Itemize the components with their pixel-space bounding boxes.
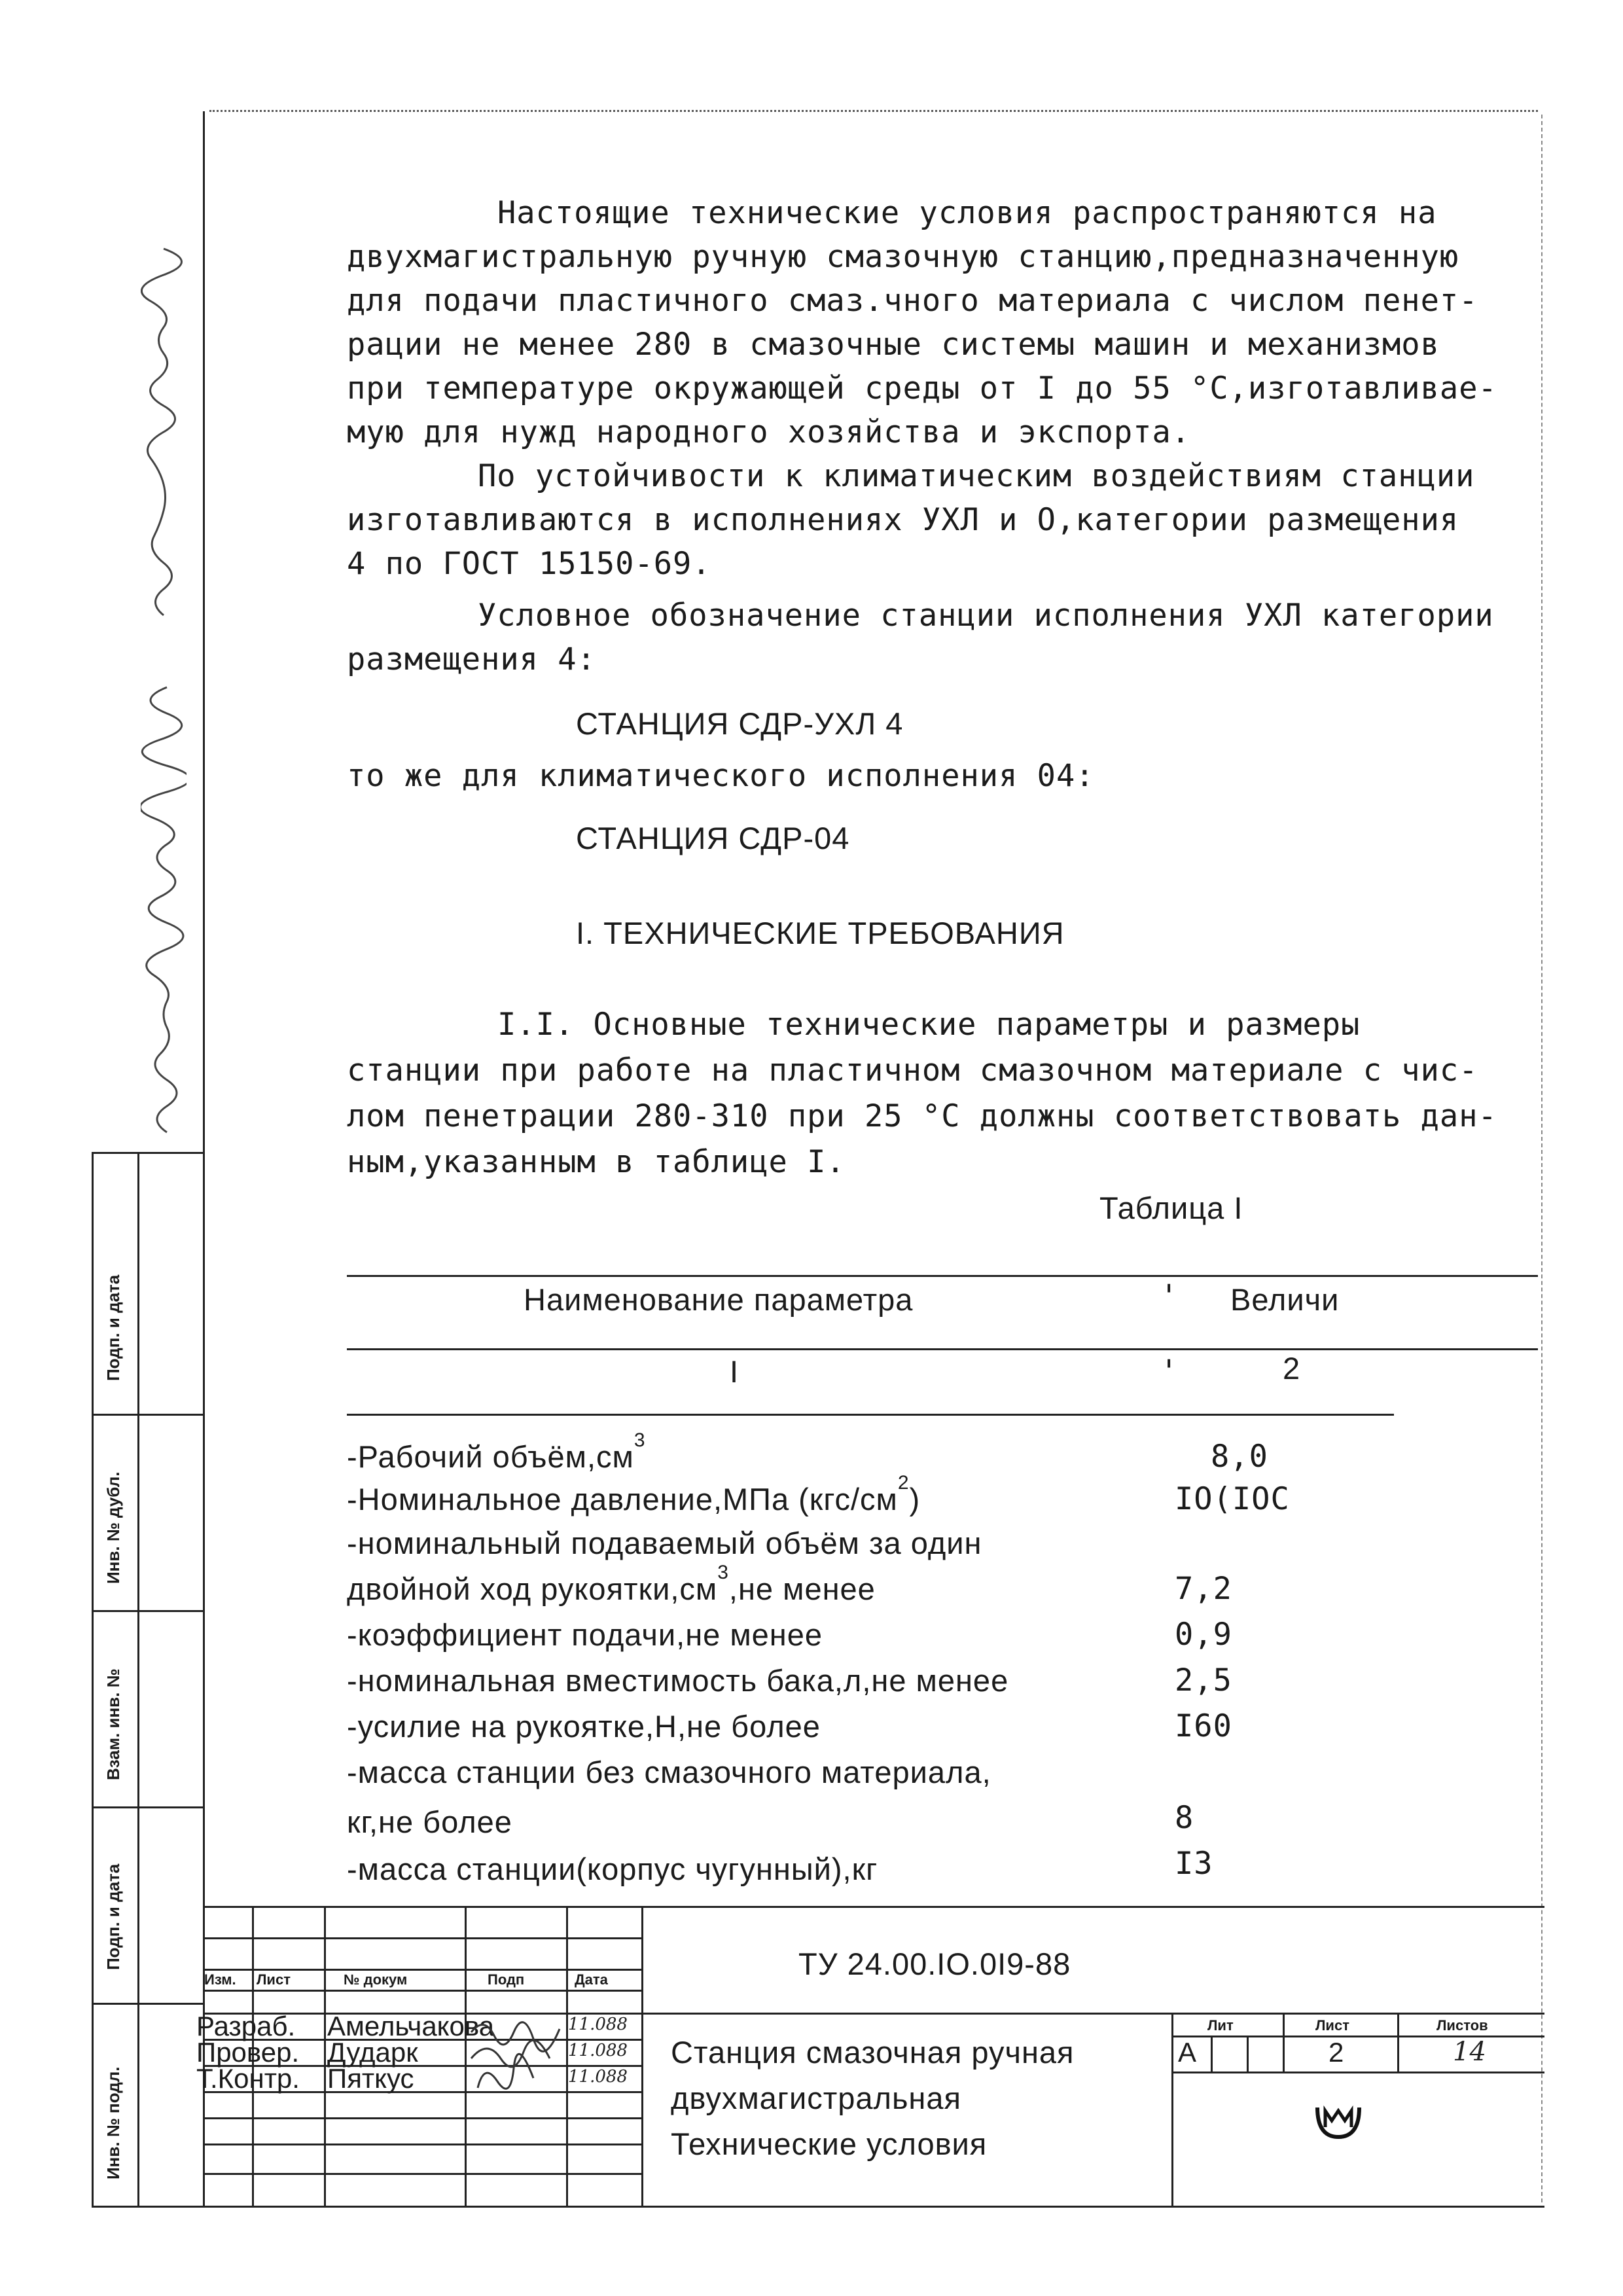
col-podp: Подп <box>488 1971 525 1988</box>
grid-h9 <box>203 2144 641 2145</box>
name-1: Амельчакова <box>327 2011 495 2041</box>
title-block-top-rule <box>203 1906 1544 1908</box>
title-line-1: Станция смазочная ручная <box>671 2035 1075 2070</box>
title-line-2: двухмагистральная <box>671 2081 961 2115</box>
grid-h1 <box>203 1937 641 1939</box>
sheet-label: Лист <box>1315 2017 1349 2034</box>
intro-line-2: двухмагистральную ручную смазочную станцию,предназначенную <box>347 239 1459 275</box>
table-row-param: двойной ход $рукоятки,см^3,не$ менее <box>347 1562 876 1606</box>
section-p1-line-4: ным,указанным в таблице I. <box>347 1144 846 1180</box>
title-line-3: Технические условия <box>671 2126 988 2161</box>
lit-label: Лит <box>1207 2017 1234 2034</box>
sheets-value: 14 <box>1453 2037 1486 2067</box>
info-v2 <box>1283 2013 1285 2072</box>
table-head-rule <box>347 1348 1538 1350</box>
col-doc: № докум <box>344 1971 408 1988</box>
table-row-param: -усилие на рукоятке,Н,не более <box>347 1709 821 1744</box>
right-border <box>1541 115 1543 2202</box>
same-for-text: то же для климатического исполнения 04: <box>347 758 1095 794</box>
sheet-value: 2 <box>1329 2037 1344 2068</box>
table-row-param: -масса станции(корпус чугунный),кг <box>347 1852 878 1886</box>
margin-strip-left <box>92 1152 94 2206</box>
grid-v2 <box>324 1906 326 2206</box>
left-border <box>203 111 205 2206</box>
table-row-value: 8,0 <box>1211 1439 1268 1475</box>
intro-p2-line-1: По устойчивости к климатическим воздействиям станции <box>478 458 1475 494</box>
title-block-divider <box>641 1906 643 2206</box>
role-3: Т.Контр. <box>196 2063 300 2094</box>
intro-p3-line-1: Условное обозначение станции исполнения УХЛ категории <box>478 598 1494 634</box>
col-izm: Изм. <box>204 1971 236 1988</box>
date-3: 11.088 <box>568 2067 628 2087</box>
section-p1-line-2: станции при работе на пластичном смазочном материале с чис- <box>347 1052 1478 1088</box>
table-row-param: -номинальный подаваемый объём за один <box>347 1526 982 1560</box>
section-heading: I. ТЕХНИЧЕСКИЕ ТРЕБОВАНИЯ <box>576 916 1065 950</box>
role-2: Провер. <box>196 2037 300 2068</box>
table-row-param: -масса станции без смазочного материала, <box>347 1755 991 1789</box>
intro-p2-line-2: изготавливаются в исполнениях УХЛ и О,категории размещения <box>347 502 1459 538</box>
table-row-value: I60 <box>1175 1708 1232 1744</box>
table-row-param: -коэффициент подачи,не менее <box>347 1617 823 1652</box>
table-head-sep: ' <box>1160 1278 1179 1314</box>
side-label-podp-data: Подп. и дата <box>103 1863 123 1970</box>
table-row-value: 7,2 <box>1175 1571 1232 1607</box>
table-row-value: I3 <box>1175 1846 1213 1882</box>
margin-strip-div-2 <box>92 1414 203 1416</box>
grid-h2 <box>203 1969 641 1971</box>
intro-line-1: Настоящие технические условия распространяются на <box>497 195 1437 231</box>
side-label-inv-podl: Инв. № подл. <box>103 2066 123 2179</box>
top-border <box>209 110 1538 112</box>
table-head-value: Величи <box>1230 1282 1340 1317</box>
title-block-mid-rule <box>641 2013 1544 2015</box>
margin-strip-div-6 <box>92 2206 203 2208</box>
date-1: 11.088 <box>568 2015 628 2034</box>
name-2: Дударк <box>327 2037 418 2068</box>
handwriting-scribble-icon <box>141 118 187 1139</box>
grid-h3 <box>203 1990 641 1992</box>
table-num-rule <box>347 1414 1394 1416</box>
margin-strip-div-4 <box>92 1806 203 1808</box>
col-list: Лист <box>257 1971 291 1988</box>
table-row-param: кг,не более <box>347 1804 512 1839</box>
grid-v3 <box>465 1906 467 2206</box>
table-row-param: -номинальная вместимость бака,л,не менее <box>347 1663 1009 1698</box>
table-row-value: 0,9 <box>1175 1617 1232 1653</box>
side-label-vzam-inv: Взам. инв. № <box>103 1668 123 1780</box>
side-label-inv-dubl: Инв. № дубл. <box>103 1471 123 1584</box>
grid-h8 <box>203 2117 641 2119</box>
intro-line-5: при температуре окружающей среды от I до 55 °C,изготавливае- <box>347 370 1497 406</box>
info-v3 <box>1397 2013 1399 2072</box>
table-col-num-1: I <box>730 1354 740 1389</box>
doc-code: ТУ 24.00.IO.0I9-88 <box>798 1946 1071 1981</box>
margin-strip-div-3 <box>92 1610 203 1612</box>
info-lit-sub-1 <box>1211 2036 1213 2072</box>
name-3: Пяткус <box>327 2063 414 2094</box>
table-row-value: 8 <box>1175 1800 1194 1836</box>
info-h1 <box>1171 2036 1544 2037</box>
intro-line-6: мую для нужд народного хозяйства и экспорта. <box>347 414 1191 450</box>
grid-h10 <box>203 2173 641 2175</box>
margin-strip-div-5 <box>92 2003 203 2005</box>
margin-strip-div-1 <box>92 1152 203 1154</box>
table-row-value: IO(IOC <box>1175 1481 1290 1517</box>
date-2: 11.088 <box>568 2041 628 2060</box>
margin-handwriting-signature <box>141 118 187 1139</box>
table-row-param: -Номинальное давление,МПа $(кгс/см^2)$ <box>347 1472 921 1516</box>
designation-1: СТАНЦИЯ СДР-УХЛ 4 <box>576 706 904 741</box>
section-p1-line-3: лом пенетрации 280-310 при 25 °C должны соответствовать дан- <box>347 1098 1497 1134</box>
bottom-border <box>203 2206 1544 2208</box>
role-1: Разраб. <box>196 2011 296 2041</box>
table-head-param: Наименование параметра <box>524 1282 914 1317</box>
margin-strip-mid <box>137 1152 139 2206</box>
table-col-num-sep: ' <box>1160 1354 1179 1390</box>
table-caption: Таблица I <box>1099 1191 1243 1225</box>
lit-value: А <box>1178 2037 1197 2068</box>
intro-line-3: для подачи пластичного смаз.чного материала с числом пенет- <box>347 283 1478 319</box>
info-lit-sub-2 <box>1247 2036 1249 2072</box>
info-v1 <box>1171 2013 1173 2206</box>
sheets-label: Листов <box>1436 2017 1488 2034</box>
intro-p2-line-3: 4 по ГОСТ 15150-69. <box>347 546 711 582</box>
designation-2: СТАНЦИЯ СДР-04 <box>576 821 850 855</box>
signature-icon <box>468 2013 566 2098</box>
intro-line-4: рации не менее 280 в смазочные системы машин и механизмов <box>347 327 1440 363</box>
organization-logo-icon <box>1312 2098 1364 2144</box>
side-label-podp-data-2: Подп. и дата <box>103 1274 123 1381</box>
table-row-value: 2,5 <box>1175 1662 1232 1698</box>
col-date: Дата <box>575 1971 608 1988</box>
info-h2 <box>1171 2072 1544 2073</box>
intro-p3-line-2: размещения 4: <box>347 641 596 677</box>
table-col-num-2: 2 <box>1283 1351 1301 1386</box>
section-p1-line-1: I.I. Основные технические параметры и размеры <box>497 1007 1361 1043</box>
table-row-param: -Рабочий $объём,см^3$ <box>347 1429 646 1474</box>
